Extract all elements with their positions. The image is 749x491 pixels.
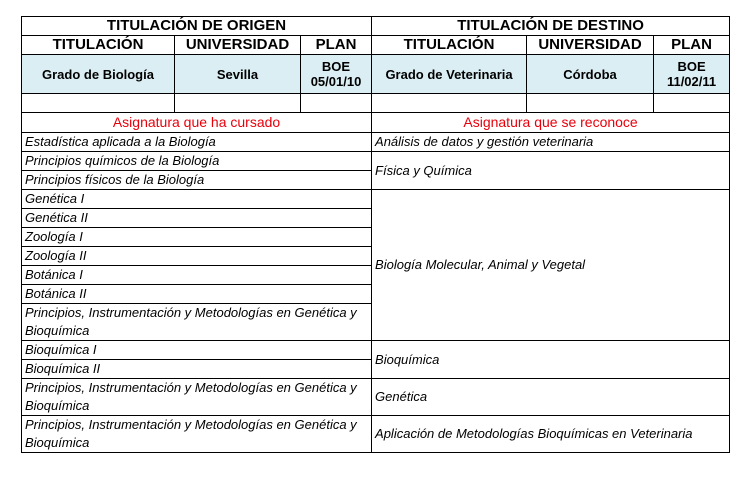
course-taken: Bioquímica I bbox=[22, 341, 372, 360]
destination-col-plan: PLAN bbox=[654, 36, 730, 55]
course-taken: Principios físicos de la Biología bbox=[22, 171, 372, 190]
empty-cell bbox=[22, 94, 175, 113]
origin-col-titulacion: TITULACIÓN bbox=[22, 36, 175, 55]
section-reconoce: Asignatura que se reconoce bbox=[372, 113, 730, 133]
origin-universidad: Sevilla bbox=[175, 55, 301, 94]
empty-cell bbox=[175, 94, 301, 113]
origin-titulacion: Grado de Biología bbox=[22, 55, 175, 94]
destination-plan: BOE 11/02/11 bbox=[654, 55, 730, 94]
empty-cell bbox=[301, 94, 372, 113]
course-recognized: Genética bbox=[372, 379, 730, 416]
origin-col-universidad: UNIVERSIDAD bbox=[175, 36, 301, 55]
course-taken: Zoología I bbox=[22, 228, 372, 247]
course-taken: Botánica I bbox=[22, 266, 372, 285]
origin-header: TITULACIÓN DE ORIGEN bbox=[22, 17, 372, 36]
course-taken: Bioquímica II bbox=[22, 360, 372, 379]
course-taken: Zoología II bbox=[22, 247, 372, 266]
course-taken: Principios, Instrumentación y Metodologías en Genética y Bioquímica bbox=[22, 379, 372, 416]
course-taken: Principios, Instrumentación y Metodologías en Genética y Bioquímica bbox=[22, 304, 372, 341]
origin-col-plan: PLAN bbox=[301, 36, 372, 55]
course-recognized: Bioquímica bbox=[372, 341, 730, 379]
course-taken: Botánica II bbox=[22, 285, 372, 304]
course-taken: Principios químicos de la Biología bbox=[22, 152, 372, 171]
course-taken: Genética I bbox=[22, 190, 372, 209]
convalidation-table bbox=[21, 16, 730, 453]
origin-plan: BOE 05/01/10 bbox=[301, 55, 372, 94]
destination-titulacion: Grado de Veterinaria bbox=[372, 55, 527, 94]
course-recognized: Análisis de datos y gestión veterinaria bbox=[372, 133, 730, 152]
course-recognized: Biología Molecular, Animal y Vegetal bbox=[372, 190, 730, 341]
course-recognized: Aplicación de Metodologías Bioquímicas en Veterinaria bbox=[372, 416, 730, 453]
course-taken: Principios, Instrumentación y Metodologías en Genética y Bioquímica bbox=[22, 416, 372, 453]
destination-col-titulacion: TITULACIÓN bbox=[372, 36, 527, 55]
course-recognized: Física y Química bbox=[372, 152, 730, 190]
destination-header: TITULACIÓN DE DESTINO bbox=[372, 17, 730, 36]
course-taken: Genética II bbox=[22, 209, 372, 228]
empty-cell bbox=[654, 94, 730, 113]
course-taken: Estadística aplicada a la Biología bbox=[22, 133, 372, 152]
section-cursado: Asignatura que ha cursado bbox=[22, 113, 372, 133]
destination-universidad: Córdoba bbox=[527, 55, 654, 94]
empty-cell bbox=[527, 94, 654, 113]
destination-col-universidad: UNIVERSIDAD bbox=[527, 36, 654, 55]
empty-cell bbox=[372, 94, 527, 113]
